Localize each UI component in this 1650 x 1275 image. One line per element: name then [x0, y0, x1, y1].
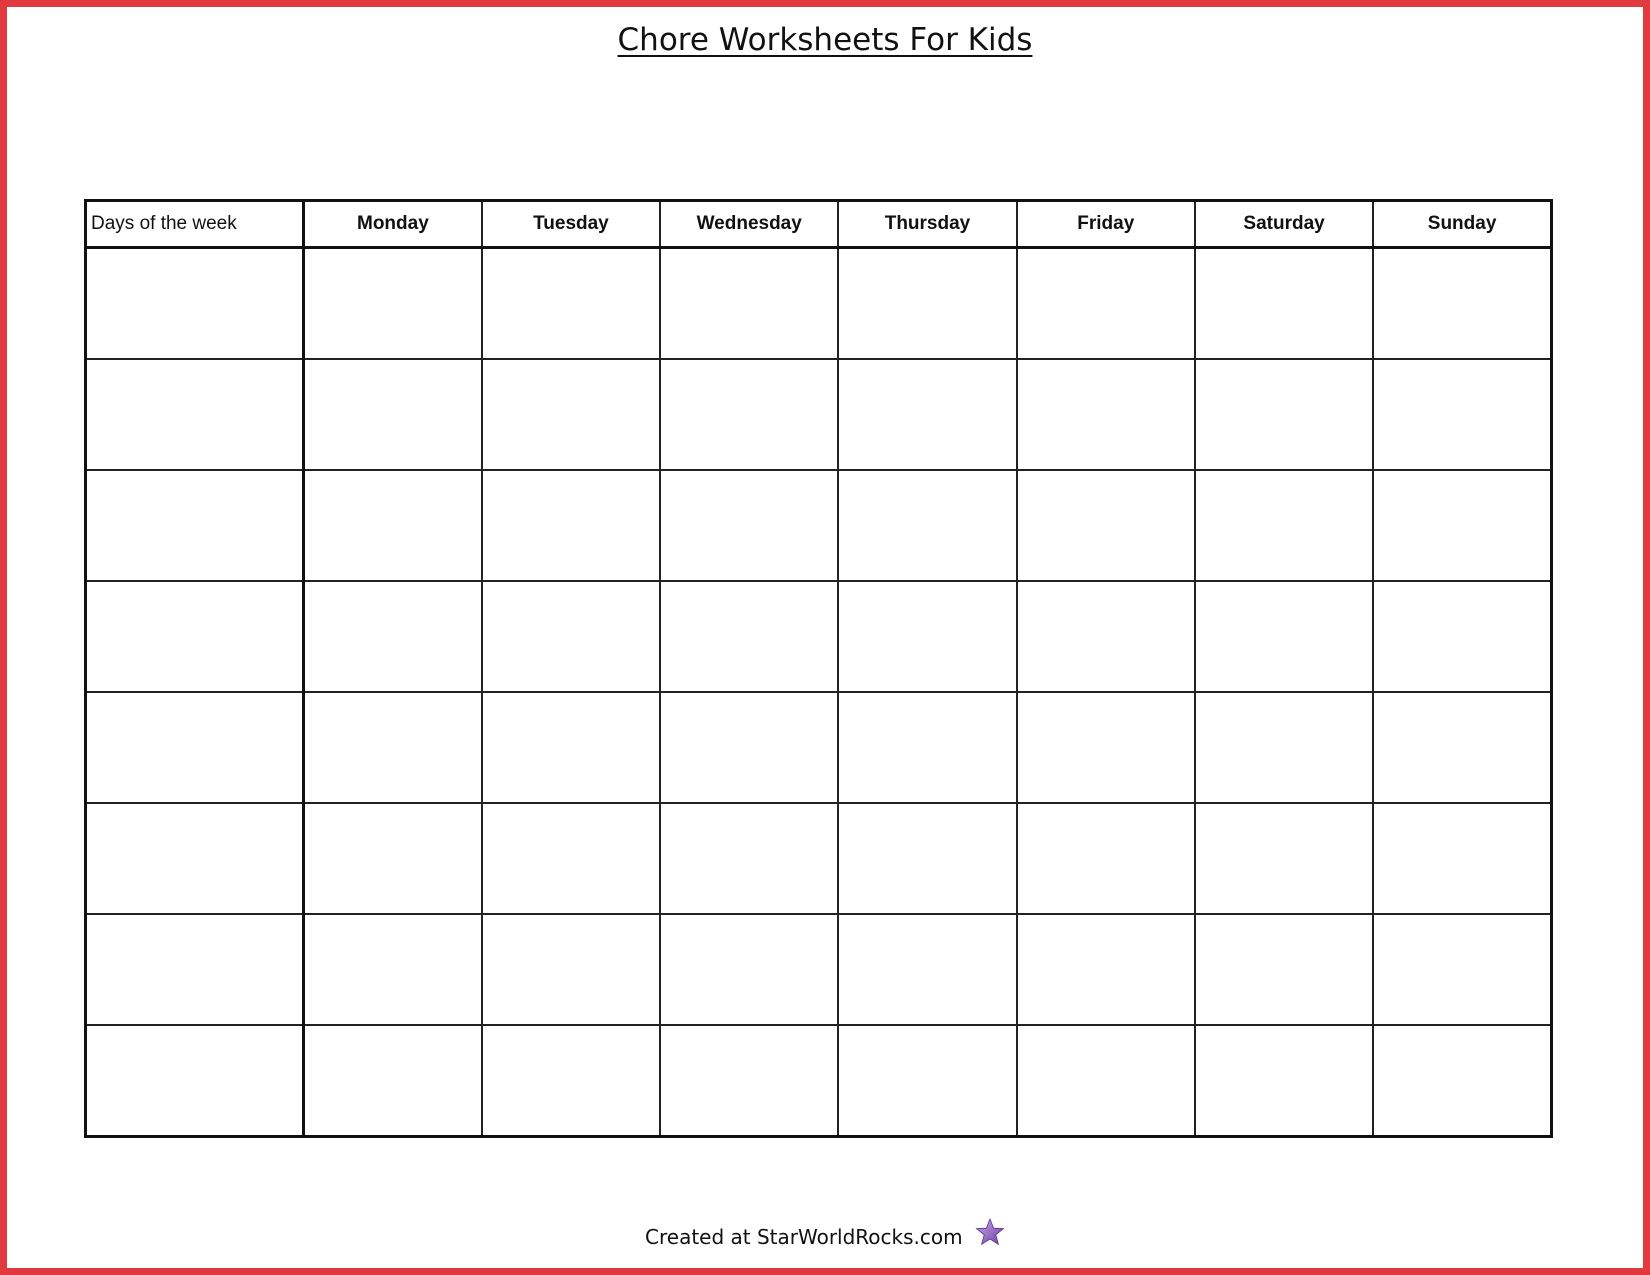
chore-day-cell[interactable]	[304, 359, 482, 470]
chore-day-cell[interactable]	[1195, 470, 1373, 581]
chore-day-cell[interactable]	[838, 581, 1016, 692]
header-tuesday: Tuesday	[482, 201, 660, 248]
header-friday: Friday	[1017, 201, 1195, 248]
chore-day-cell[interactable]	[482, 581, 660, 692]
chore-day-cell[interactable]	[838, 1025, 1016, 1137]
chore-name-cell[interactable]	[86, 248, 304, 360]
chore-day-cell[interactable]	[1373, 581, 1551, 692]
chore-day-cell[interactable]	[838, 470, 1016, 581]
chore-day-cell[interactable]	[482, 692, 660, 803]
header-sunday: Sunday	[1373, 201, 1551, 248]
footer	[0, 1222, 1650, 1255]
chore-day-cell[interactable]	[838, 359, 1016, 470]
chore-day-cell[interactable]	[660, 359, 838, 470]
header-monday: Monday	[304, 201, 482, 248]
chore-day-cell[interactable]	[1195, 359, 1373, 470]
chore-row	[86, 359, 1552, 470]
chore-day-cell[interactable]	[304, 1025, 482, 1137]
chore-day-cell[interactable]	[304, 248, 482, 360]
chore-name-cell[interactable]	[86, 581, 304, 692]
chore-day-cell[interactable]	[304, 803, 482, 914]
header-row	[86, 201, 1552, 248]
chore-name-cell[interactable]	[86, 359, 304, 470]
chore-day-cell[interactable]	[838, 803, 1016, 914]
chore-day-cell[interactable]	[1017, 581, 1195, 692]
chore-day-cell[interactable]	[1373, 1025, 1551, 1137]
page-title-text: Chore Worksheets For Kids	[617, 22, 1033, 58]
chore-day-cell[interactable]	[1017, 914, 1195, 1025]
chore-day-cell[interactable]	[1017, 803, 1195, 914]
chore-day-cell[interactable]	[1373, 359, 1551, 470]
chore-day-cell[interactable]	[1017, 359, 1195, 470]
chore-day-cell[interactable]	[482, 914, 660, 1025]
chore-day-cell[interactable]	[838, 248, 1016, 360]
chore-day-cell[interactable]	[304, 581, 482, 692]
page-title	[0, 22, 1650, 58]
chore-day-cell[interactable]	[1017, 248, 1195, 360]
chore-chart-table	[84, 199, 1553, 1138]
chore-day-cell[interactable]	[482, 470, 660, 581]
footer-credit: Created at StarWorldRocks.com	[645, 1225, 963, 1249]
header-thursday: Thursday	[838, 201, 1016, 248]
chore-day-cell[interactable]	[1017, 470, 1195, 581]
chore-day-cell[interactable]	[660, 1025, 838, 1137]
chore-day-cell[interactable]	[1195, 1025, 1373, 1137]
chore-name-cell[interactable]	[86, 1025, 304, 1137]
header-saturday: Saturday	[1195, 201, 1373, 248]
chore-day-cell[interactable]	[838, 692, 1016, 803]
chore-day-cell[interactable]	[660, 581, 838, 692]
chart-body	[86, 248, 1552, 1137]
chore-day-cell[interactable]	[1195, 803, 1373, 914]
chore-row	[86, 803, 1552, 914]
chore-row	[86, 470, 1552, 581]
chore-row	[86, 1025, 1552, 1137]
chore-day-cell[interactable]	[482, 803, 660, 914]
chore-day-cell[interactable]	[1195, 914, 1373, 1025]
chore-day-cell[interactable]	[1373, 692, 1551, 803]
chore-day-cell[interactable]	[1017, 692, 1195, 803]
chore-day-cell[interactable]	[1195, 581, 1373, 692]
chore-day-cell[interactable]	[304, 470, 482, 581]
chore-day-cell[interactable]	[1373, 470, 1551, 581]
chore-day-cell[interactable]	[660, 914, 838, 1025]
chore-day-cell[interactable]	[1373, 248, 1551, 360]
chore-day-cell[interactable]	[1373, 914, 1551, 1025]
header-wednesday: Wednesday	[660, 201, 838, 248]
chore-row	[86, 914, 1552, 1025]
chore-name-cell[interactable]	[86, 692, 304, 803]
chore-day-cell[interactable]	[660, 470, 838, 581]
chore-day-cell[interactable]	[660, 692, 838, 803]
chore-day-cell[interactable]	[482, 359, 660, 470]
chore-row	[86, 692, 1552, 803]
chore-day-cell[interactable]	[660, 248, 838, 360]
star-icon	[975, 1218, 1005, 1251]
chore-day-cell[interactable]	[1195, 248, 1373, 360]
chore-name-cell[interactable]	[86, 470, 304, 581]
chore-day-cell[interactable]	[1373, 803, 1551, 914]
chore-day-cell[interactable]	[482, 248, 660, 360]
chore-name-cell[interactable]	[86, 803, 304, 914]
chore-day-cell[interactable]	[838, 914, 1016, 1025]
chore-day-cell[interactable]	[660, 803, 838, 914]
chore-row	[86, 581, 1552, 692]
chore-name-cell[interactable]	[86, 914, 304, 1025]
chore-row	[86, 248, 1552, 360]
chore-day-cell[interactable]	[482, 1025, 660, 1137]
chore-day-cell[interactable]	[1017, 1025, 1195, 1137]
chore-day-cell[interactable]	[304, 692, 482, 803]
days-of-week-label: Days of the week	[86, 201, 304, 248]
chore-day-cell[interactable]	[1195, 692, 1373, 803]
chore-day-cell[interactable]	[304, 914, 482, 1025]
